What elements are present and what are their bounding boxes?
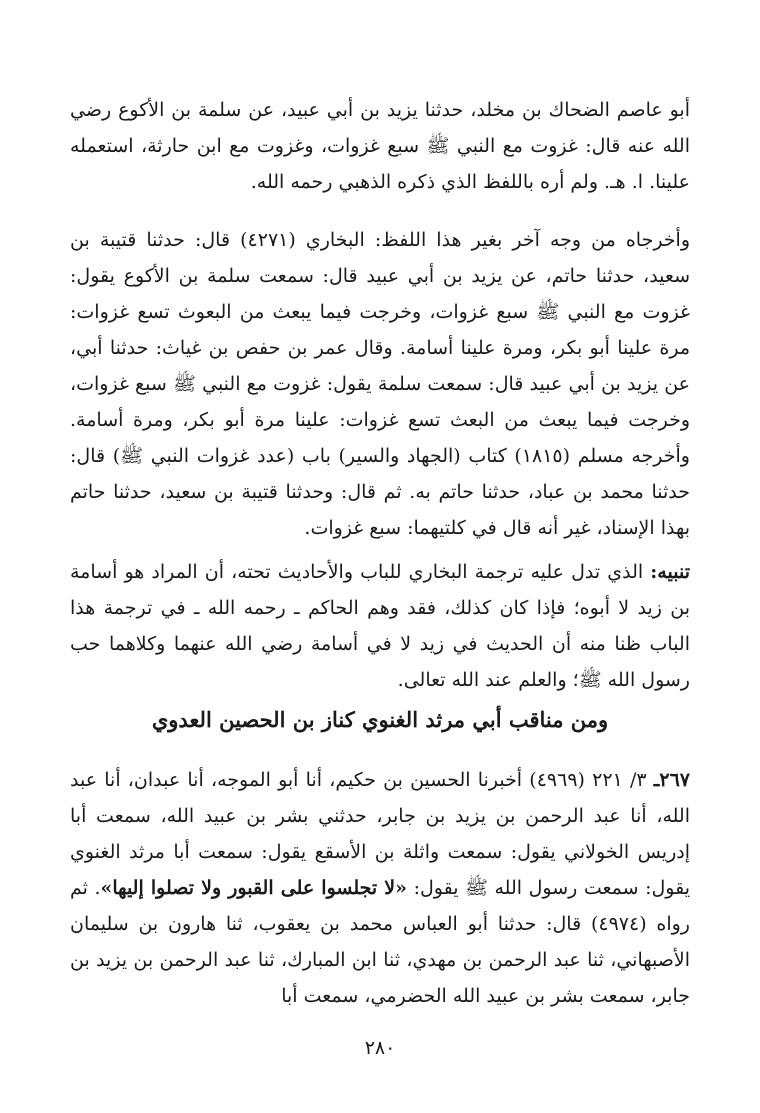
note-text-container	[70, 554, 690, 698]
hadith-quote: «لا تجلسوا على القبور ولا تصلوا إليها»	[100, 877, 408, 899]
hadith-text-container	[70, 762, 690, 1014]
hadith-number: ٢٦٧ـ	[653, 769, 690, 791]
paragraph-2-text: وأخرجاه من وجه آخر بغير هذا اللفظ: البخاري (٤٢٧١) قال: حدثنا قتيبة بن سعيد، حدثنا حاتم، عن يزيد بن أبي عبيد قال: سمعت سلمة بن الأكوع يقول: غزوت مع النبي ﷺ سبع غزوات، وخرجت فيما يبعث من البعوث تسع غزوات: مرة علينا أبو بكر، ومرة علينا أسامة. وقال عمر بن حفص بن غياث: حدثنا أبي، عن يزيد بن أبي عبيد قال: سمعت سلمة يقول: غزوت مع النبي ﷺ سبع غزوات، وخرجت فيما يبعث من البعث تسع غزوات: علينا مرة أبو بكر، ومرة أسامة. وأخرجه مسلم (١٨١٥) كتاب (الجهاد والسير) باب (عدد غزوات النبي ﷺ) قال: حدثنا محمد بن عباد، حدثنا حاتم به. ثم قال: وحدثنا قتيبة بن سعيد، حدثنا حاتم بهذا الإسناد، غير أنه قال في كلتيهما: سبع غزوات.	[70, 229, 691, 539]
section-heading: ومن مناقب أبي مرثد الغنوي كناز بن الحصين العدوي	[151, 707, 609, 732]
paragraph-1-text: أبو عاصم الضحاك بن مخلد، حدثنا يزيد بن أبي عبيد، عن سلمة بن الأكوع رضي الله عنه قال: غزوت مع النبي ﷺ سبع غزوات، وغزوت مع ابن حارثة، استعمله علينا. ا. هـ. ولم أره باللفظ الذي ذكره الذهبي رحمه الله.	[70, 99, 691, 193]
note-label: تنبيه:	[650, 561, 690, 583]
paragraph-2	[70, 222, 690, 546]
note-paragraph	[70, 554, 690, 698]
note-text: الذي تدل عليه ترجمة البخاري للباب والأحاديث تحته، أن المراد هو أسامة بن زيد لا أبوه؛ فإذا كان كذلك، فقد وهم الحاكم ـ رحمه الله ـ في ترجمة هذا الباب ظنا منه أن الحديث في زيد لا في أسامة رضي الله عنهما وكلاهما حب رسول الله ﷺ؛ والعلم عند الله تعالى.	[70, 561, 690, 691]
hadith-continuation: . ثم رواه (٤٩٧٤) قال: حدثنا أبو العباس محمد بن يعقوب، ثنا هارون بن سليمان الأصبهاني، ثنا عبد الرحمن بن مهدي، ثنا ابن المبارك، ثنا عبد الرحمن بن يزيد بن جابر، سمعت بشر بن عبيد الله الحضرمي، سمعت أبا	[70, 877, 690, 1007]
page-number: ٢٨٠	[364, 1037, 396, 1059]
hadith-paragraph	[70, 762, 690, 1014]
hadith-chain: ٣/ ٢٢١ (٤٩٦٩) أخبرنا الحسين بن حكيم، أنا أبو الموجه، أنا عبدان، أنا عبد الله، أنا عبد الرحمن بن يزيد بن جابر، حدثني بشر بن عبيد الله، سمعت أبا إدريس الخولاني يقول: سمعت واثلة بن الأسقع يقول: سمعت أبا مرثد الغنوي يقول: سمعت رسول الله ﷺ يقول:	[70, 769, 691, 899]
paragraph-1	[70, 92, 690, 200]
